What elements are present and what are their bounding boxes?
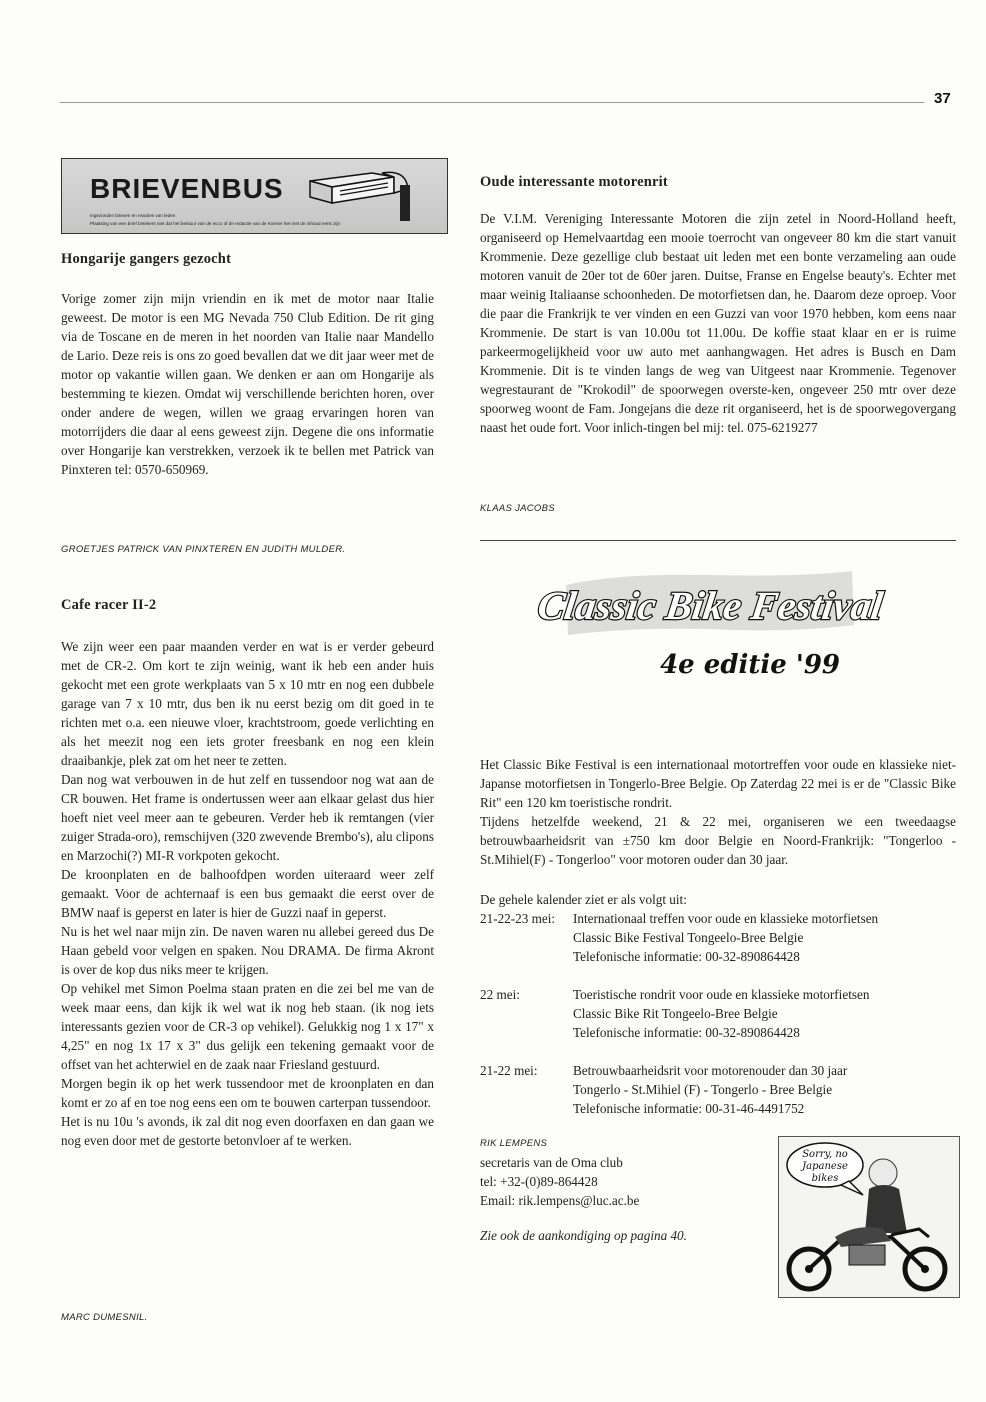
article-hongarije-body-wrap <box>61 289 434 479</box>
schedule-line: Internationaal treffen voor oude en klassieke motorfietsen <box>573 911 879 926</box>
paragraph: Morgen begin ik op het werk tussendoor met de kroonplaten en dan komt er zo af en toe nog eens een om te bouwen carterpan tussendoor. <box>61 1076 434 1110</box>
paragraph: Nu is het wel naar mijn zin. De naven waren nu allebei gereed dus De Haan gebeld voor velgen en spaken. Nou DRAMA. De firma Akront is over de kop dus niks meer te krijgen. <box>61 924 434 977</box>
article-title: Hongarije gangers gezocht <box>61 251 232 267</box>
article-signature-wrap <box>61 544 434 555</box>
paragraph: We zijn weer een paar maanden verder en wat is er verder gebeurd met de CR-2. Om kort te zijn weinig, want ik heb een ander huis gekocht met een grote werkplaats van 5 x 10 mtr en nog een dubbele garage van 7 x 10 mtr, dus ben ik nu eerst bezig om dit goed in te richten met o.a. een nieuwe vloer, krachtstroom, goede verlichting en als het meezit nog een iets groter freesbank en nog een klein draaibankje, plek zat om het neer te zetten. <box>61 639 434 768</box>
paragraph: Het Classic Bike Festival is een internationaal motortreffen voor oude en klassieke niet-Japanse motorfietsen in Tongerlo-Bree Belgie. Op Zaterdag 22 mei is er de "Classic Bike Rit" een 120 km toeristische rondrit. <box>480 757 956 810</box>
schedule-line: Betrouwbaarheidsrit voor motorenouder dan 30 jaar <box>573 1063 848 1078</box>
page-number: 37 <box>934 90 951 107</box>
article-signature: RIK LEMPENS <box>480 1138 548 1149</box>
schedule-line: Telefonische informatie: 00-32-890864428 <box>573 949 800 964</box>
article-hongarije <box>61 251 434 268</box>
article-caferacer-title-wrap <box>61 597 434 614</box>
paragraph: Op vehikel met Simon Poelma staan praten en die zei bel me van de week maar eens, dan kijk ik wel wat ik nog heb staan. (ik nog iets interessants gezien voor de CR-3 op vehikel). Gelukkig nog 1 x 17" x 4,25" en nog 1x 17 x 3" dus gelijk een tekening gemaakt voor de offset van het achterwiel en de zaak naar Friesland gestuurd. <box>61 981 434 1072</box>
brievenbus-banner <box>61 158 448 234</box>
schedule-line: Classic Bike Rit Tongeelo-Bree Belgie <box>573 1006 778 1021</box>
paragraph: Dan nog wat verbouwen in de hut zelf en tussendoor nog wat aan de CR bouwen. Het frame is ondertussen weer aan elkaar gelast dus hier hoeft niet veel meer aan te gebeuren. Verder heb ik remtangen (vier zuiger Strada-oro), remschijven (320 zwevende Brembo's), alu clipons en Marzochi(?) MI-R vorkpoten gekocht. <box>61 772 434 863</box>
article-oude <box>480 209 956 437</box>
article-caferacer <box>61 637 434 1150</box>
schedule-line: Classic Bike Festival Tongeelo-Bree Belgie <box>573 930 804 945</box>
article-signature-wrap <box>61 1312 434 1323</box>
paragraph: De kroonplaten en de balhoofdpen worden uiteraard weer zelf gemaakt. Voor de achternaaf is een bus gemaakt die eerst over de BMW naaf is geperst en later is hier de Guzzi naaf in geperst. <box>61 867 434 920</box>
article-classic <box>480 755 956 869</box>
article-title: Cafe racer II-2 <box>61 597 157 613</box>
paragraph: Tijdens hetzelfde weekend, 21 & 22 mei, organiseren we een tweedaagse betrouwbaarheidsrit van ±750 km door Belgie en Noord-Frankrijk: "Tongerloo - St.Mihiel(F) - Tongerloo" voor motoren ouder dan 30 jaar. <box>480 814 956 867</box>
article-body: De V.I.M. Vereniging Interessante Motoren die zijn zetel in Noord-Holland heeft, organiseerd op Hemelvaartdag een mooie toerrocht van ongeveer 80 km die start vanuit Krommenie. Deze gezellige club bestaat uit leden met een bonte verzameling aan oude motoren vanuit de 20er tot de 60er jaren. Duitse, Franse en Engelse beauty's. Echter met maar weinig Italiaanse schoonheden. De motorfietsen dan, he. Daarom deze oproep. Voor die paar die Frankrijk te ver vinden en een Guzzi van voor 1970 hebben, kom eens naar Krommenie. De start is van 10.00u tot 11.00u. De koffie staat klaar en er is ruime parkeermogelijkheid voor uw auto met aanhangwagen. Het adres is Busch en Dam Krommenie. Dit is te vinden langs de weg van Uitgeest naar Krommenie. Tegenover wegrestaurant de "Krokodil" de spoorwegen overste-ken, ongeveer 250 mtr over deze spoorweg woont de Fam. Jongejans die deze rit organiseerd, het is de spoorwegovergang naast het oude fort. Voor inlich-tingen bel mij: tel. 075-6219277 <box>480 211 956 435</box>
article-signature: GROETJES PATRICK VAN PINXTEREN EN JUDITH MULDER. <box>61 544 346 555</box>
page-reference-note: Zie ook de aankondiging op pagina 40. <box>480 1228 687 1243</box>
article-oude-title-wrap <box>480 174 956 191</box>
schedule-line: Telefonische informatie: 00-31-46-4491752 <box>573 1101 805 1116</box>
schedule-date: 21-22-23 mei: <box>480 911 556 926</box>
schedule-date: 22 mei: <box>480 987 520 1002</box>
schedule-line: Telefonische informatie: 00-32-890864428 <box>573 1025 800 1040</box>
schedule-date: 21-22 mei: <box>480 1063 538 1078</box>
article-signature: KLAAS JACOBS <box>480 503 555 514</box>
banner-title: BRIEVENBUS <box>90 173 284 204</box>
header-rule <box>60 102 924 103</box>
calendar-intro-text: De gehele kalender ziet er als volgt uit: <box>480 892 687 907</box>
schedule-line: Tongerlo - St.Mihiel (F) - Tongerlo - Bree Belgie <box>573 1082 833 1097</box>
schedule-line: Toeristische rondrit voor oude en klassieke motorfietsen <box>573 987 870 1002</box>
banner-subtitle: Ingezonden brieven en reacties van leden <box>90 213 176 218</box>
bubble-line: Sorry, no <box>802 1149 848 1160</box>
article-signature: MARC DUMESNIL. <box>61 1312 148 1323</box>
article-title: Oude interessante motorenrit <box>480 174 668 190</box>
contact-block <box>480 1138 770 1245</box>
article-body: Vorige zomer zijn mijn vriendin en ik met de motor naar Italie geweest. De motor is een MG Nevada 750 Club Edition. De rit ging via de Toscane en de meren in het noorden van Italie naar Mandello de Lario. Deze reis is ons zo goed bevallen dat we dit jaar weer met de motor op vakantie willen gaan. We denken er aan om Hongarije als bestemming te kiezen. Omdat wij verschillende berichten horen, over onder andere de wegen, willen we graag ervaringen horen van motorrijders die daar al eens geweest zijn. Degene die ons informatie over Hongarije kan verstrekken, verzoek ik te bellen met Patrick van Pinxteren tel: 0570-650969. <box>61 291 434 477</box>
bubble-line: bikes <box>811 1173 839 1184</box>
article-signature-wrap <box>480 503 956 514</box>
contact-line: secretaris van de Oma club <box>480 1155 623 1170</box>
section-divider <box>480 540 956 541</box>
bubble-line: Japanese <box>802 1161 848 1172</box>
mailbox-icon <box>302 167 422 223</box>
logo-text: Classic Bike Festival <box>534 583 886 628</box>
logo-edition: 4e editie '99 <box>660 650 840 680</box>
cartoon-photo <box>778 1136 960 1298</box>
motorcycle-rider-illustration <box>779 1137 959 1297</box>
classic-bike-festival-logo <box>534 565 886 685</box>
banner-disclaimer: Plaatsing van een brief betekent niet dat het bestuur van de ecco of de redactie van de Koerier het met de inhoud eens zijn <box>90 221 341 226</box>
contact-line: tel: +32-(0)89-864428 <box>480 1174 598 1189</box>
paragraph: Het is nu 10u 's avonds, ik zal dit nog even doorfaxen en dan gaan we nog even door met de gestorte betonvloer af te werken. <box>61 1114 434 1148</box>
contact-email: Email: rik.lempens@luc.ac.be <box>480 1193 640 1208</box>
